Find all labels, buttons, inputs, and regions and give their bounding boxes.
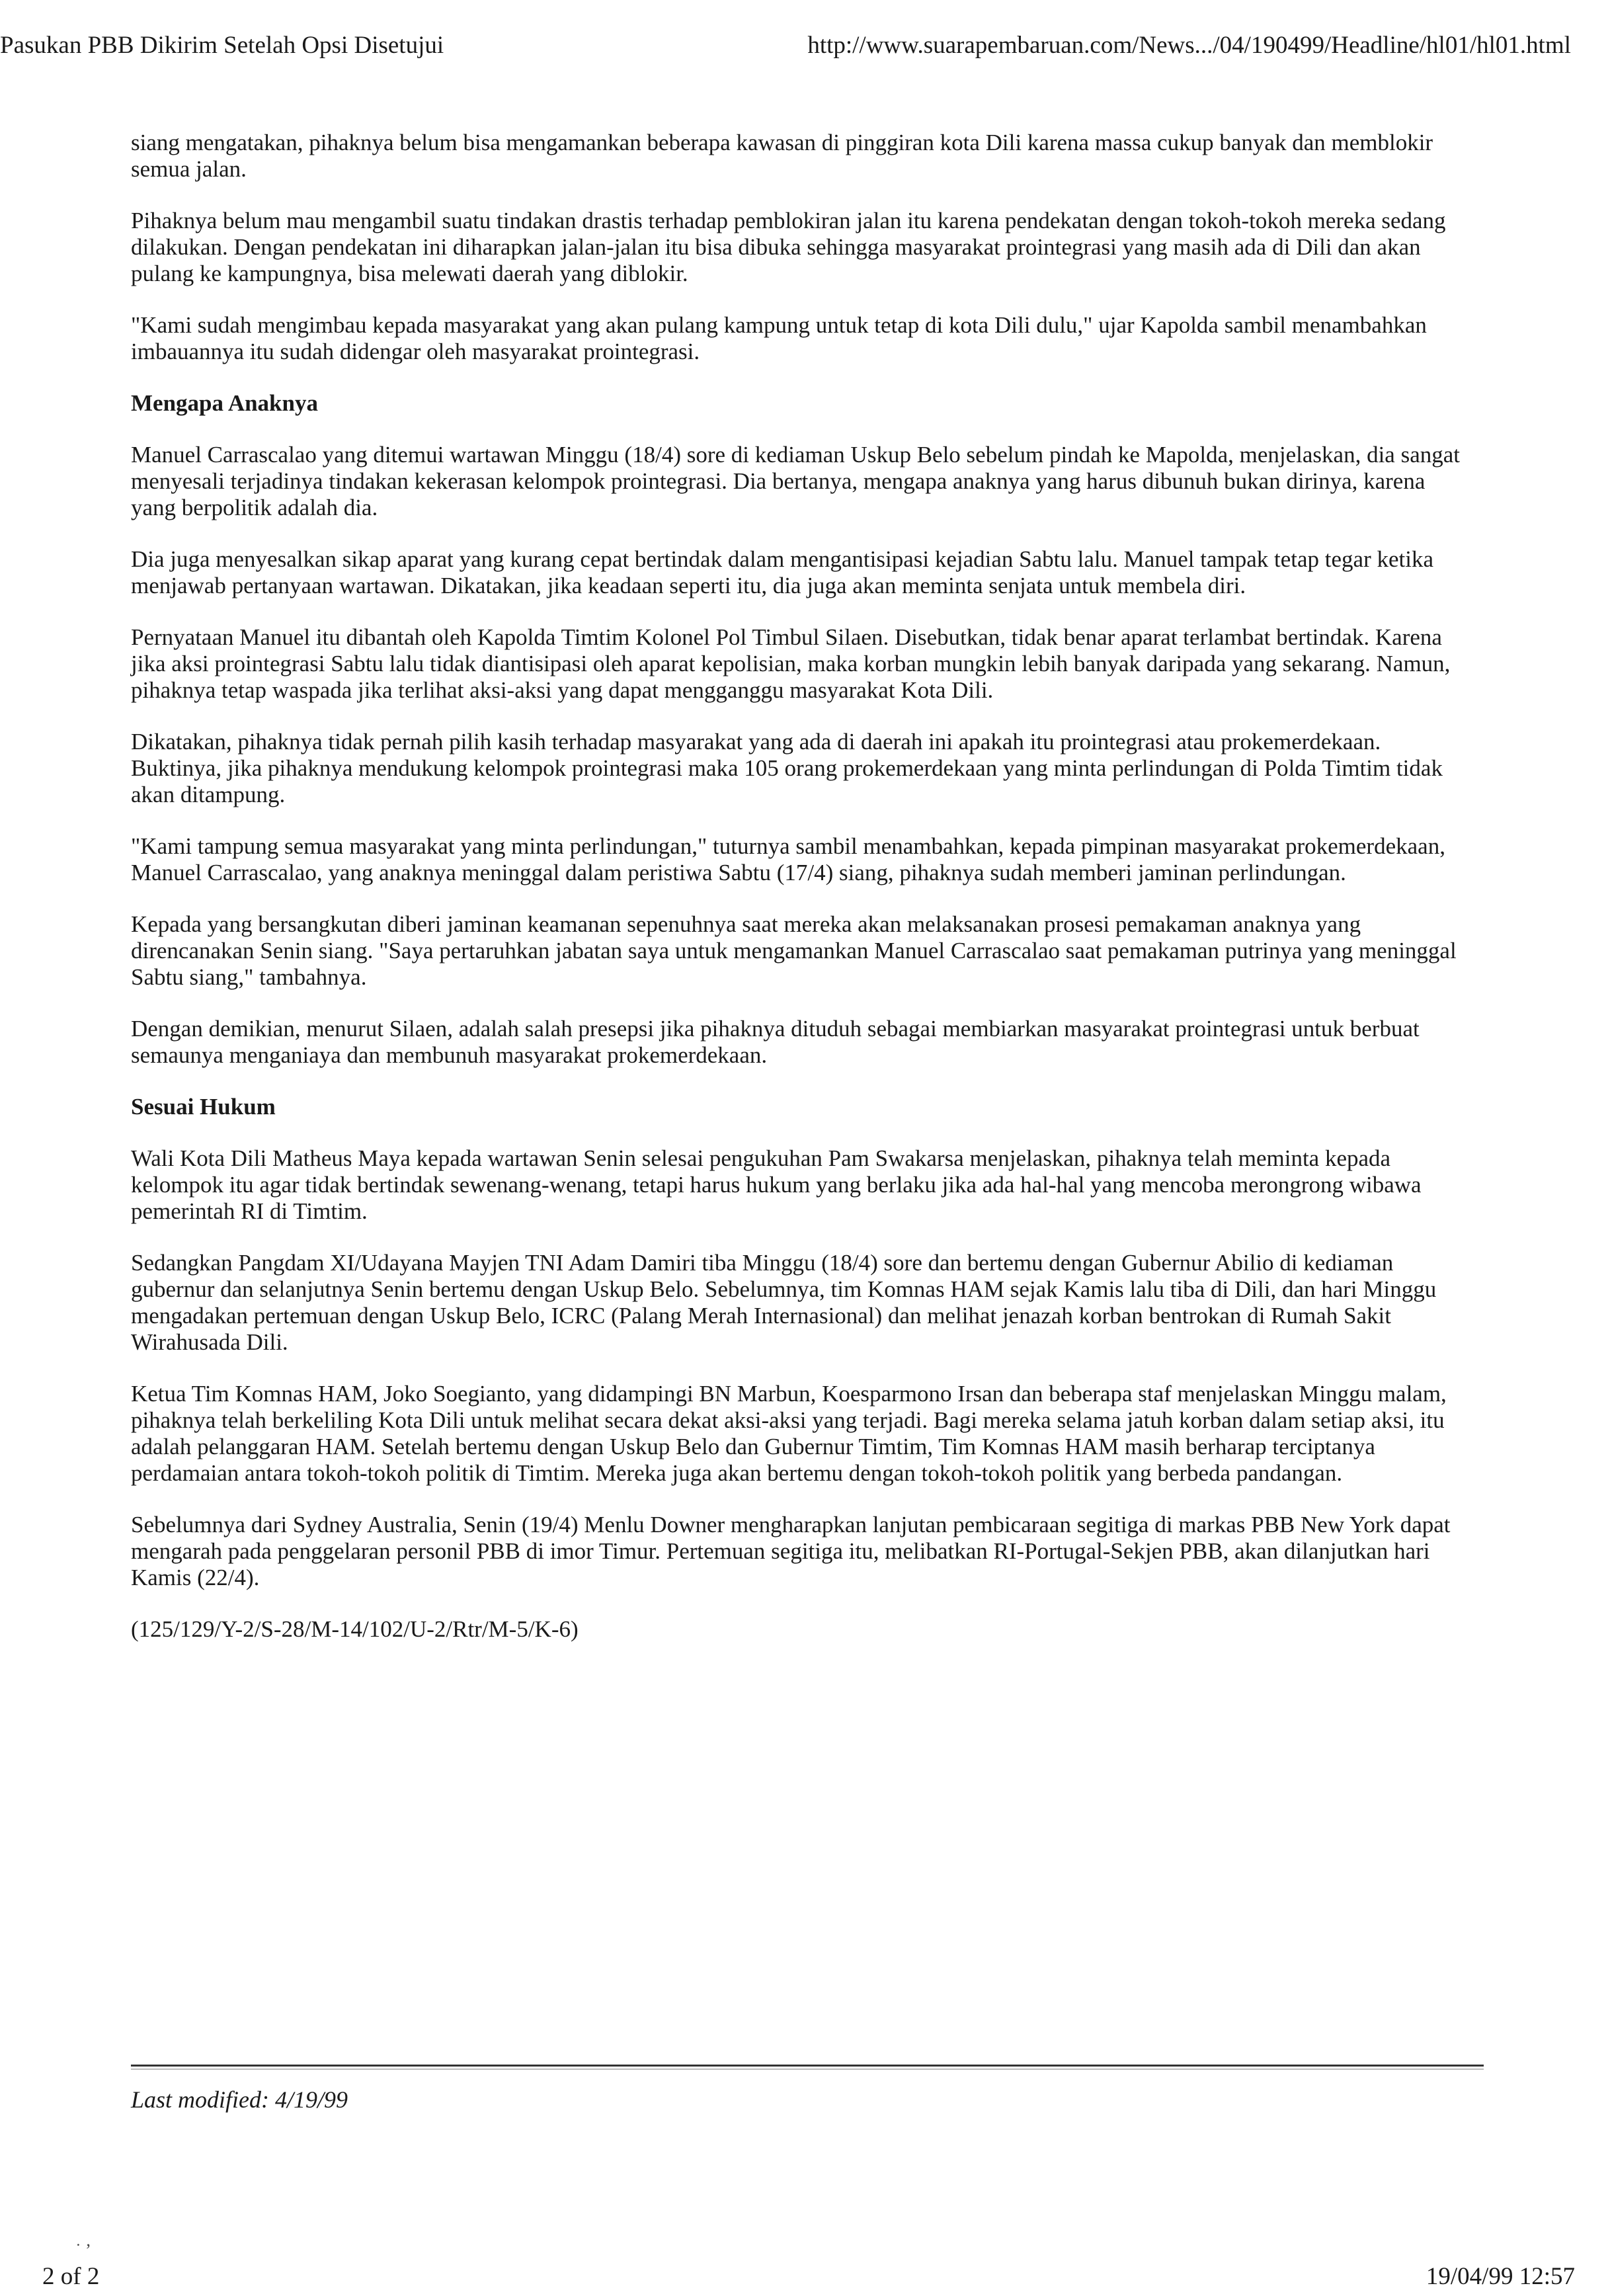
article-paragraph: Kepada yang bersangkutan diberi jaminan keamanan sepenuhnya saat mereka akan melaksanakan prosesi pemakaman anaknya yang direncanakan Senin siang. "Saya pertaruhkan jabatan saya untuk mengamankan Manuel Carrascalao saat pemakaman putrinya yang meninggal Sabtu siang," tambahnya. [131, 911, 1457, 990]
print-header [0, 29, 1608, 62]
article-paragraph: Pihaknya belum mau mengambil suatu tindakan drastis terhadap pemblokiran jalan itu karena pendekatan dengan tokoh-tokoh mereka sedang dilakukan. Dengan pendekatan ini diharapkan jalan-jalan itu bisa dibuka sehingga masyarakat prointegrasi yang masih ada di Dili dan akan pulang ke kampungnya, bisa melewati daerah yang diblokir. [131, 208, 1446, 286]
article-paragraph: Sedangkan Pangdam XI/Udayana Mayjen TNI Adam Damiri tiba Minggu (18/4) sore dan bertemu dengan Gubernur Abilio di kediaman gubernur dan selanjutnya Senin bertemu dengan Uskup Belo. Sebelumnya, tim Komnas HAM sejak Kamis lalu tiba di Dili, dan hari Minggu mengadakan pertemuan dengan Uskup Belo, ICRC (Palang Merah Internasional) dan melihat jenazah korban bentrokan di Rumah Sakit Wirahusada Dili. [131, 1250, 1437, 1355]
article-paragraph: Wali Kota Dili Matheus Maya kepada wartawan Senin selesai pengukuhan Pam Swakarsa menjelaskan, pihaknya telah meminta kepada kelompok itu agar tidak bertindak sewenang-wenang, tetapi harus hukum yang berlaku jika ada hal-hal yang mencoba merongrong wibawa pemerintah RI di Timtim. [131, 1145, 1422, 1224]
article-paragraph: Dikatakan, pihaknya tidak pernah pilih kasih terhadap masyarakat yang ada di daerah ini apakah itu prointegrasi atau prokemerdekaan. Buktinya, jika pihaknya mendukung kelompok prointegrasi maka 105 orang prokemerdekaan yang minta perlindungan di Polda Timtim tidak akan ditampung. [131, 729, 1443, 807]
article-paragraph: "Kami sudah mengimbau kepada masyarakat yang akan pulang kampung untuk tetap di kota Dili dulu," ujar Kapolda sambil menambahkan imbauannya itu sudah didengar oleh masyarakat prointegrasi. [131, 312, 1427, 364]
last-modified: Last modified: 4/19/99 [131, 2086, 348, 2113]
article-body [131, 130, 1473, 1668]
page-number: 2 of 2 [42, 2263, 100, 2290]
horizontal-rule [131, 2065, 1484, 2070]
print-footer [0, 2262, 1608, 2292]
article-paragraph: Dia juga menyesalkan sikap aparat yang kurang cepat bertindak dalam mengantisipasi kejadian Sabtu lalu. Manuel tampak tetap tegar ketika menjawab pertanyaan wartawan. Dikatakan, jika keadaan seperti itu, dia juga akan meminta senjata untuk membela diri. [131, 546, 1433, 598]
section-heading-mengapa-anaknya: Mengapa Anaknya [131, 390, 318, 416]
page-url: http://www.suarapembaruan.com/News.../04/190499/Headline/hl01/hl01.html [807, 32, 1571, 59]
article-paragraph: Dengan demikian, menurut Silaen, adalah salah presepsi jika pihaknya dituduh sebagai membiarkan masyarakat prointegrasi untuk berbuat semaunya menganiaya dan membunuh masyarakat prokemerdekaan. [131, 1016, 1420, 1068]
article-paragraph: Manuel Carrascalao yang ditemui wartawan Minggu (18/4) sore di kediaman Uskup Belo sebelum pindah ke Mapolda, menjelaskan, dia sangat menyesali terjadinya tindakan kekerasan kelompok prointegrasi. Dia bertanya, mengapa anaknya yang harus dibunuh bukan dirinya, karena yang berpolitik adalah dia. [131, 442, 1461, 520]
scan-mark-icon: ˙ ’ [75, 2240, 91, 2260]
article-paragraph: "Kami tampung semua masyarakat yang minta perlindungan," tuturnya sambil menambahkan, kepada pimpinan masyarakat prokemerdekaan, Manuel Carrascalao, yang anaknya meninggal dalam peristiwa Sabtu (17/4) siang, pihaknya sudah memberi jaminan perlindungan. [131, 833, 1445, 885]
section-heading-sesuai-hukum: Sesuai Hukum [131, 1094, 276, 1120]
article-paragraph: Sebelumnya dari Sydney Australia, Senin (19/4) Menlu Downer mengharapkan lanjutan pembicaraan segitiga di markas PBB New York dapat mengarah pada penggelaran personil PBB di imor Timur. Pertemuan segitiga itu, melibatkan RI-Portugal-Sekjen PBB, akan dilanjutkan hari Kamis (22/4). [131, 1512, 1451, 1590]
page-title: Pasukan PBB Dikirim Setelah Opsi Disetujui [0, 32, 444, 59]
article-reference-code: (125/129/Y-2/S-28/M-14/102/U-2/Rtr/M-5/K-6) [131, 1616, 579, 1642]
article-paragraph: Pernyataan Manuel itu dibantah oleh Kapolda Timtim Kolonel Pol Timbul Silaen. Disebutkan, tidak benar aparat terlambat bertindak. Karena jika aksi prointegrasi Sabtu lalu tidak diantisipasi oleh aparat kepolisian, maka korban mungkin lebih banyak daripada yang sekarang. Namun, pihaknya tetap waspada jika terlihat aksi-aksi yang dapat mengganggu masyarakat Kota Dili. [131, 624, 1451, 703]
print-datetime: 19/04/99 12:57 [1426, 2263, 1575, 2290]
article-paragraph: siang mengatakan, pihaknya belum bisa mengamankan beberapa kawasan di pinggiran kota Dili karena massa cukup banyak dan memblokir semua jalan. [131, 130, 1433, 182]
article-paragraph: Ketua Tim Komnas HAM, Joko Soegianto, yang didampingi BN Marbun, Koesparmono Irsan dan beberapa staf menjelaskan Minggu malam, pihaknya telah berkeliling Kota Dili untuk melihat secara dekat aksi-aksi yang terjadi. Bagi mereka selama jatuh korban dalam setiap aksi, itu adalah pelanggaran HAM. Setelah bertemu dengan Uskup Belo dan Gubernur Timtim, Tim Komnas HAM masih berharap terciptanya perdamaian antara tokoh-tokoh politik di Timtim. Mereka juga akan bertemu dengan tokoh-tokoh politik yang berbeda pandangan. [131, 1381, 1447, 1486]
